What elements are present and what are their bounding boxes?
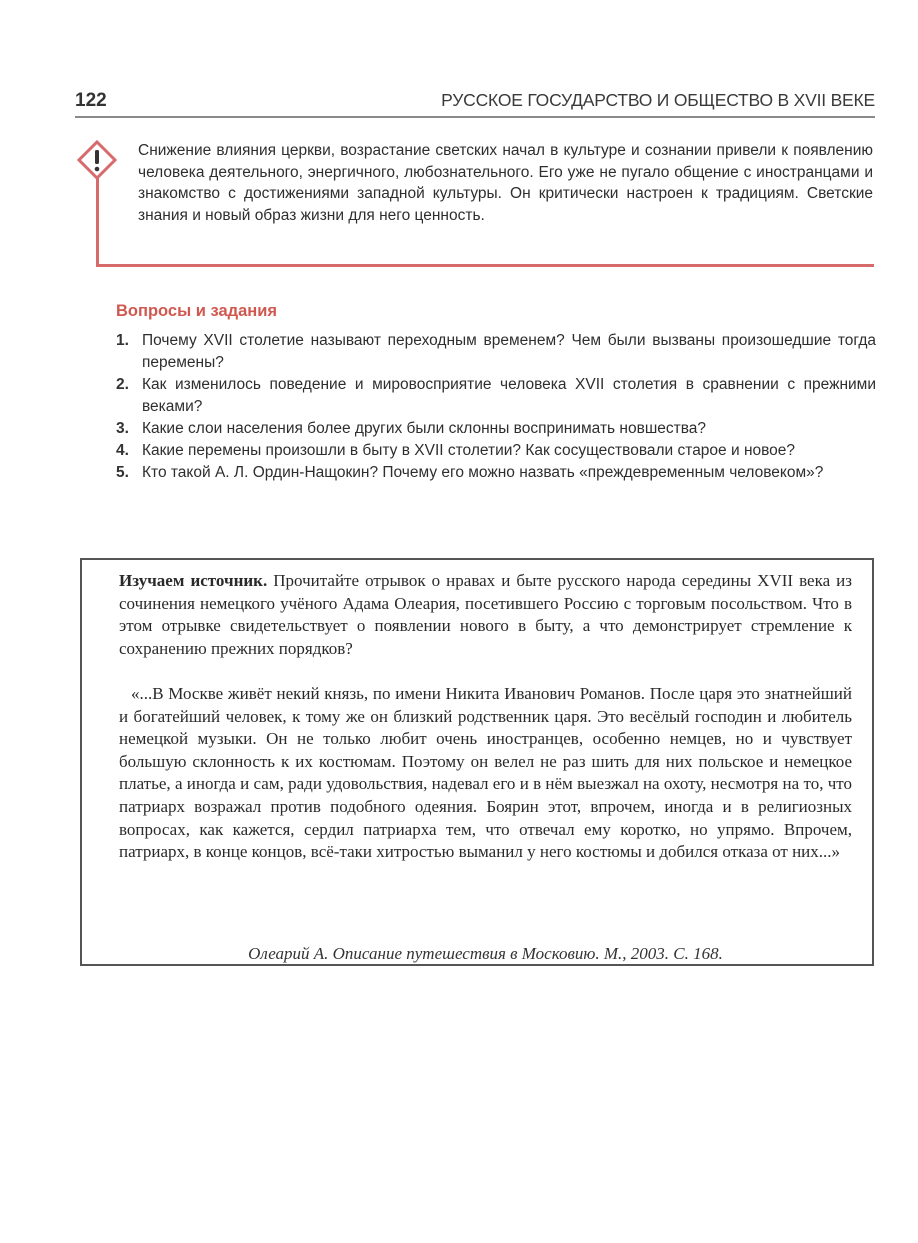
source-study-box — [80, 558, 874, 966]
source-task-text: Прочитайте отрывок о нравах и быте русского народа середины XVII века из сочинения немецкого учёного Адама Олеария, посетившего Россию с торговым посольством. Что в этом отрывке свидетельствует о появлении нового в быту, а что демонстрирует стремление к сохранению прежних порядков? — [119, 571, 852, 658]
page-number: 122 — [75, 90, 107, 111]
running-title: РУССКОЕ ГОСУДАРСТВО И ОБЩЕСТВО В XVII ВЕКЕ — [441, 90, 875, 110]
question-text: Кто такой А. Л. Ордин-Нащокин? Почему его можно назвать «преждевременным человеком»? — [142, 464, 824, 481]
questions-heading: Вопросы и задания — [116, 302, 278, 320]
question-text: Почему XVII столетие называют переходным временем? Чем были вызваны произошедшие тогда перемены? — [142, 332, 876, 371]
note-bottom-rule — [96, 264, 874, 267]
question-item — [116, 374, 876, 418]
note-left-rule — [96, 174, 99, 266]
question-number: 1. — [116, 332, 129, 349]
questions-list — [116, 330, 876, 484]
question-item — [116, 330, 876, 374]
question-item — [116, 440, 876, 462]
header-divider — [75, 116, 875, 118]
question-number: 3. — [116, 420, 129, 437]
question-text: Какие перемены произошли в быту в XVII столетии? Как сосуществовали старое и новое? — [142, 442, 796, 459]
question-text: Какие слои населения более других были склонны воспринимать новшества? — [142, 420, 707, 437]
warning-diamond-icon — [77, 140, 117, 180]
source-intro — [119, 570, 852, 660]
question-number: 5. — [116, 464, 129, 481]
page-header — [75, 86, 875, 116]
question-number: 2. — [116, 376, 129, 393]
source-lead: Изучаем источник. — [119, 571, 268, 590]
question-item — [116, 462, 876, 484]
key-point-note — [96, 138, 874, 266]
source-quote: «...В Москве живёт некий князь, по имени Никита Иванович Романов. После царя это знатнейший и богатейший человек, к тому же он близкий родственник царя. Это весёлый господин и любитель немецкой музыки. Он не только любит очень иностранцев, особенно немцев, но и чувствует большую склонность к их костюмам. Поэтому он велел не раз шить для них польское и немецкое платье, а иногда и сам, ради удовольствия, надевал его и в нём выезжал на охоту, несмотря на то, что патриарх возражал против подобного одеяния. Боярин этот, впрочем, иногда и в религиозных вопросах, как кажется, сердил патриарха тем, что отвечал ему коротко, но упрямо. Впрочем, патриарх, в конце концов, всё-таки хитростью выманил у него костюмы и добился отказа от них...» — [119, 684, 852, 862]
source-citation: Олеарий А. Описание путешествия в Московию. М., 2003. С. 168. — [248, 944, 723, 963]
question-text: Как изменилось поведение и мировосприятие человека XVII столетия в сравнении с прежними веками? — [142, 376, 876, 415]
question-item — [116, 418, 876, 440]
question-number: 4. — [116, 442, 129, 459]
note-text: Снижение влияния церкви, возрастание светских начал в культуре и сознании привели к появлению человека деятельного, энергичного, любознательного. Его уже не пугало общение с иностранцами и знакомство с достижениями западной культуры. Он критически настроен к традициям. Светские знания и новый образ жизни для него ценность. — [138, 142, 873, 224]
questions-section — [116, 302, 876, 484]
